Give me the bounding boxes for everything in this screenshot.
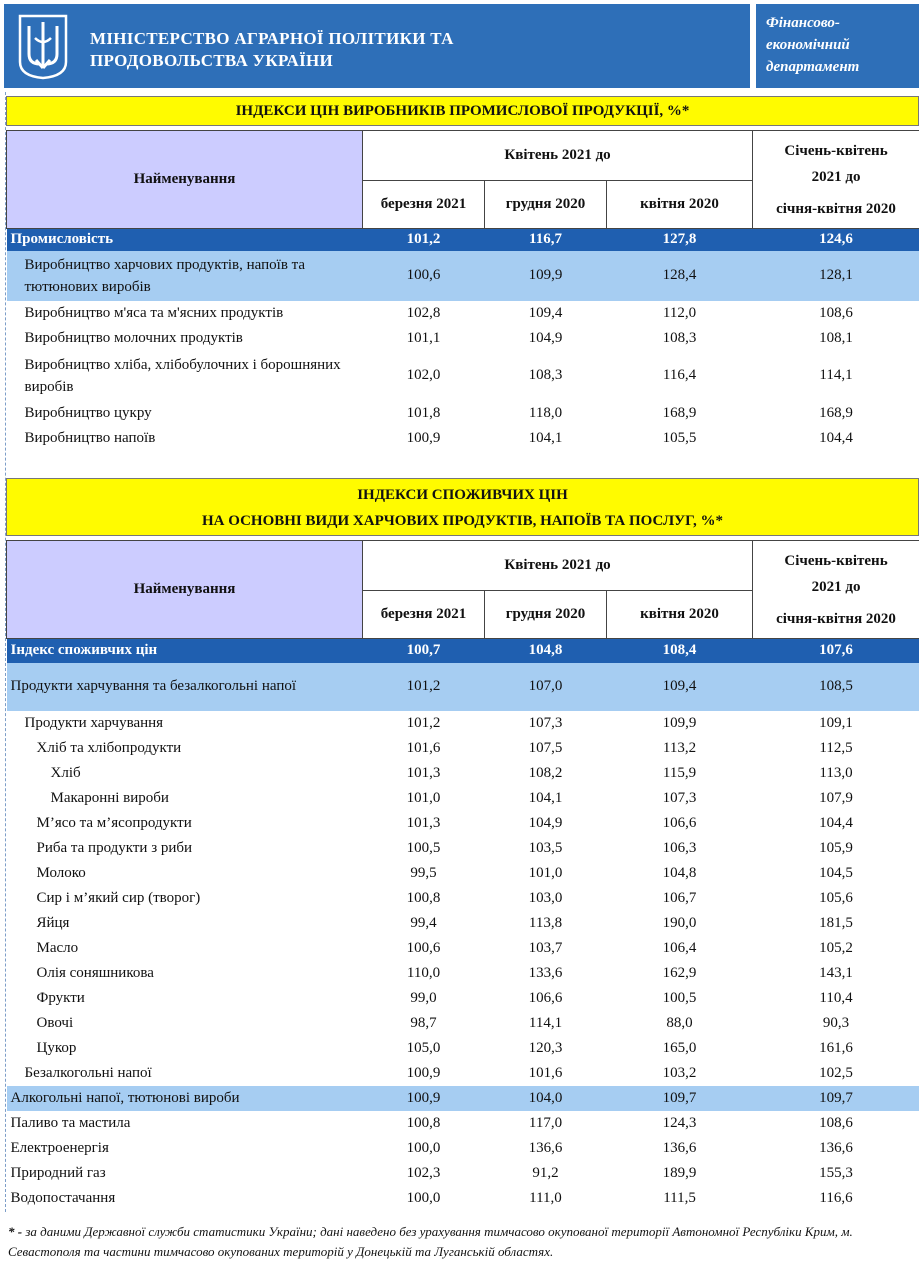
consumer-price-table [6,540,919,1211]
table-row [7,1061,919,1086]
cell-value: 99,4 [410,914,437,931]
page-header [4,4,919,88]
cell-value: 113,2 [662,739,697,756]
cell-value: 106,6 [662,814,697,831]
cell-value: 106,3 [662,839,697,856]
cell-value: 165,0 [662,1039,697,1056]
col-header-name: Найменування [7,541,363,639]
cell-value: 168,9 [819,404,853,421]
cell-value: 109,9 [485,251,607,301]
cell-value: 190,0 [662,914,697,931]
cell-value: 104,8 [662,864,697,881]
cell-value: 103,5 [528,839,563,856]
table-row [7,639,919,663]
cell-value: 107,9 [819,789,853,806]
cell-value: 108,6 [819,304,853,321]
cell-value: 90,3 [822,1014,850,1031]
row-name: Алкогольні напої, тютюнові вироби [7,1086,363,1111]
cell-value: 104,1 [528,789,563,806]
cell-value: 127,8 [607,229,753,251]
cell-value: 136,6 [528,1139,563,1156]
cell-value: 100,9 [406,429,441,446]
table1-title-text: ІНДЕКСИ ЦІН ВИРОБНИКІВ ПРОМИСЛОВОЇ ПРОДУКЦІЇ, %* [235,103,690,119]
table2-title [6,478,919,536]
cell-value: 105,0 [406,1039,441,1056]
cell-value: 118,0 [528,404,563,421]
cell-value: 133,6 [528,964,563,981]
col-header-april: квітня 2020 [607,181,753,229]
ytd-label-line2: 2021 до [811,168,861,185]
col-header-group: Квітень 2021 до [363,541,753,591]
footnote-star: * - [8,1224,23,1239]
cell-value: 115,9 [662,764,697,781]
cell-value: 108,3 [662,329,697,346]
cell-value: 105,9 [819,839,853,856]
row-name: Електроенергія [10,1139,109,1156]
table-row [7,786,919,811]
table-row [7,886,919,911]
cell-value: 100,6 [406,939,441,956]
row-name: Промисловість [7,229,363,251]
table2-title-line2: НА ОСНОВНІ ВИДИ ХАРЧОВИХ ПРОДУКТІВ, НАПОЇВ ТА ПОСЛУГ, %* [201,513,723,529]
cell-value: 124,6 [753,229,919,251]
col-header-march: березня 2021 [363,591,485,639]
table-row [7,861,919,886]
table1-title [6,96,919,126]
row-name: М’ясо та м’ясопродукти [36,814,192,831]
cell-value: 104,4 [819,429,853,446]
cell-value: 136,6 [662,1139,697,1156]
table-row [7,663,919,711]
row-name: Виробництво харчових продуктів, напоїв та тютюнових виробів [7,251,363,301]
ytd-label-line3: січня-квітня 2020 [776,200,896,217]
footnote-text: за даними Державної служби статистики України; дані наведено без урахування тимчасово окупованої території Автономної Республіки Крим, м. Севастополя та частини тимчасово окупованих територій у Донецькій та Луганській областях. [8,1224,853,1259]
table-row [7,351,919,401]
cell-value: 101,2 [363,229,485,251]
cell-value: 106,4 [662,939,697,956]
cell-value: 108,5 [753,663,919,711]
coat-of-arms-icon [18,14,68,80]
cell-value: 104,0 [485,1086,607,1111]
cell-value: 104,1 [528,429,563,446]
cell-value: 100,5 [406,839,441,856]
row-name: Виробництво цукру [24,404,152,421]
cell-value: 116,6 [819,1189,853,1206]
row-name: Фрукти [36,989,85,1006]
ytd-label-line3: січня-квітня 2020 [776,610,896,627]
row-name: Продукти харчування [24,714,164,731]
cell-value: 102,8 [406,304,441,321]
ytd-label-line1: Січень-квітень [784,142,888,159]
dept-line3: департамент [766,59,860,75]
ministry-banner [4,4,750,88]
cell-value: 112,5 [819,739,853,756]
row-name: Риба та продукти з риби [36,839,193,856]
table-row [7,836,919,861]
cell-value: 104,9 [528,814,563,831]
col-header-april: квітня 2020 [607,591,753,639]
cell-value: 101,6 [528,1064,563,1081]
table-row [7,301,919,326]
cell-value: 112,0 [662,304,697,321]
cell-value: 103,7 [528,939,563,956]
cell-value: 103,2 [662,1064,697,1081]
cell-value: 109,7 [607,1086,753,1111]
row-name: Паливо та мастила [10,1114,131,1131]
cell-value: 101,2 [406,714,441,731]
cell-value: 108,1 [819,329,853,346]
table-row [7,911,919,936]
cell-value: 104,5 [819,864,853,881]
cell-value: 113,8 [528,914,563,931]
cell-value: 108,6 [819,1114,853,1131]
cell-value: 107,3 [662,789,697,806]
table-row [7,1161,919,1186]
cell-value: 101,1 [406,329,441,346]
table-row [7,401,919,426]
row-name: Сир і м’який сир (творог) [36,889,201,906]
table-row [7,761,919,786]
table-row [7,1086,919,1111]
table-row [7,251,919,301]
col-header-december: грудня 2020 [485,181,607,229]
cell-value: 189,9 [662,1164,697,1181]
ministry-name-line1: МІНІСТЕРСТВО АГРАРНОЇ ПОЛІТИКИ ТА [90,29,454,48]
cell-value: 102,0 [406,367,441,383]
cell-value: 114,1 [528,1014,563,1031]
cell-value: 128,1 [753,251,919,301]
cell-value: 100,0 [406,1189,441,1206]
cell-value: 100,9 [406,1064,441,1081]
cell-value: 101,6 [406,739,441,756]
cell-value: 102,3 [406,1164,441,1181]
row-name: Яйця [36,914,70,931]
cell-value: 106,7 [662,889,697,906]
cell-value: 104,4 [819,814,853,831]
consumer-price-rows [7,639,919,1211]
cell-value: 106,6 [528,989,563,1006]
row-name: Безалкогольні напої [24,1064,152,1081]
cell-value: 143,1 [819,964,853,981]
row-name: Хліб та хлібопродукти [36,739,182,756]
row-name: Хліб [50,764,81,781]
cell-value: 100,7 [363,639,485,663]
ministry-name [90,28,454,72]
row-name: Овочі [36,1014,74,1031]
table-row [7,811,919,836]
cell-value: 105,5 [662,429,697,446]
ytd-label-line2: 2021 до [811,578,861,595]
cell-value: 101,3 [406,814,441,831]
table-row [7,1036,919,1061]
row-name: Продукти харчування та безалкогольні напої [7,663,363,711]
row-name: Природний газ [10,1164,106,1181]
cell-value: 108,2 [528,764,563,781]
cell-value: 88,0 [666,1014,693,1031]
ytd-label-line1: Січень-квітень [784,552,888,569]
cell-value: 110,0 [406,964,441,981]
row-name: Макаронні вироби [50,789,169,806]
row-name: Цукор [36,1039,77,1056]
table-row [7,936,919,961]
cell-value: 107,6 [753,639,919,663]
col-header-december: грудня 2020 [485,591,607,639]
cell-value: 109,7 [753,1086,919,1111]
cell-value: 101,8 [406,404,441,421]
cell-value: 102,5 [819,1064,853,1081]
table-row [7,961,919,986]
cell-value: 124,3 [662,1114,697,1131]
cell-value: 109,4 [528,304,563,321]
dept-line2: економічний [766,37,850,53]
row-name: Водопостачання [10,1189,116,1206]
table-row [7,1111,919,1136]
row-name: Індекс споживчих цін [7,639,363,663]
cell-value: 105,2 [819,939,853,956]
cell-value: 113,0 [819,764,853,781]
cell-value: 117,0 [528,1114,563,1131]
cell-value: 116,7 [485,229,607,251]
cell-value: 107,3 [528,714,563,731]
table-row [7,986,919,1011]
cell-value: 116,4 [662,367,697,383]
table-row [7,711,919,736]
cell-value: 104,9 [528,329,563,346]
cell-value: 155,3 [819,1164,853,1181]
cell-value: 107,5 [528,739,563,756]
cell-value: 100,9 [363,1086,485,1111]
cell-value: 103,0 [528,889,563,906]
cell-value: 100,8 [406,1114,441,1131]
cell-value: 111,5 [663,1189,696,1206]
cell-value: 108,4 [607,639,753,663]
row-name: Виробництво напоїв [24,429,156,446]
cell-value: 107,0 [485,663,607,711]
row-name: Масло [36,939,79,956]
cell-value: 100,0 [406,1139,441,1156]
cell-value: 120,3 [528,1039,563,1056]
footnote [8,1222,913,1262]
cell-value: 101,3 [406,764,441,781]
table2-title-line1: ІНДЕКСИ СПОЖИВЧИХ ЦІН [357,487,568,503]
col-header-name: Найменування [7,131,363,229]
cell-value: 98,7 [410,1014,437,1031]
table-row [7,736,919,761]
table-row [7,1136,919,1161]
cell-value: 114,1 [819,367,853,383]
cell-value: 104,8 [485,639,607,663]
col-header-group: Квітень 2021 до [363,131,753,181]
department-name [766,12,859,78]
cell-value: 162,9 [662,964,697,981]
ministry-name-line2: ПРОДОВОЛЬСТВА УКРАЇНИ [90,51,334,70]
department-banner [756,4,919,88]
cell-value: 101,2 [363,663,485,711]
cell-value: 136,6 [819,1139,853,1156]
dept-line1: Фінансово- [766,15,840,31]
cell-value: 99,5 [410,864,437,881]
cell-value: 108,3 [528,367,563,383]
table-row [7,1186,919,1211]
cell-value: 161,6 [819,1039,853,1056]
cell-value: 168,9 [662,404,697,421]
table-row [7,229,919,251]
cell-value: 109,9 [662,714,697,731]
cell-value: 109,4 [607,663,753,711]
cell-value: 100,5 [662,989,697,1006]
col-header-ytd [753,131,919,229]
cell-value: 100,8 [406,889,441,906]
producer-price-table [6,130,919,451]
row-name: Молоко [36,864,86,881]
cell-value: 181,5 [819,914,853,931]
cell-value: 110,4 [819,989,853,1006]
cell-value: 111,0 [529,1189,562,1206]
table-row [7,326,919,351]
col-header-ytd [753,541,919,639]
row-name: Олія соняшникова [36,964,154,981]
col-header-march: березня 2021 [363,181,485,229]
row-name: Виробництво м'яса та м'ясних продуктів [24,304,284,321]
cell-value: 101,0 [528,864,563,881]
row-name: Виробництво молочних продуктів [24,329,243,346]
cell-value: 100,6 [363,251,485,301]
table-row [7,1011,919,1036]
cell-value: 128,4 [607,251,753,301]
cell-value: 99,0 [410,989,437,1006]
row-name: Виробництво хліба, хлібобулочних і борошняних виробів [24,356,341,395]
cell-value: 109,1 [819,714,853,731]
table-row [7,426,919,451]
cell-value: 91,2 [532,1164,559,1181]
cell-value: 101,0 [406,789,441,806]
cell-value: 105,6 [819,889,853,906]
